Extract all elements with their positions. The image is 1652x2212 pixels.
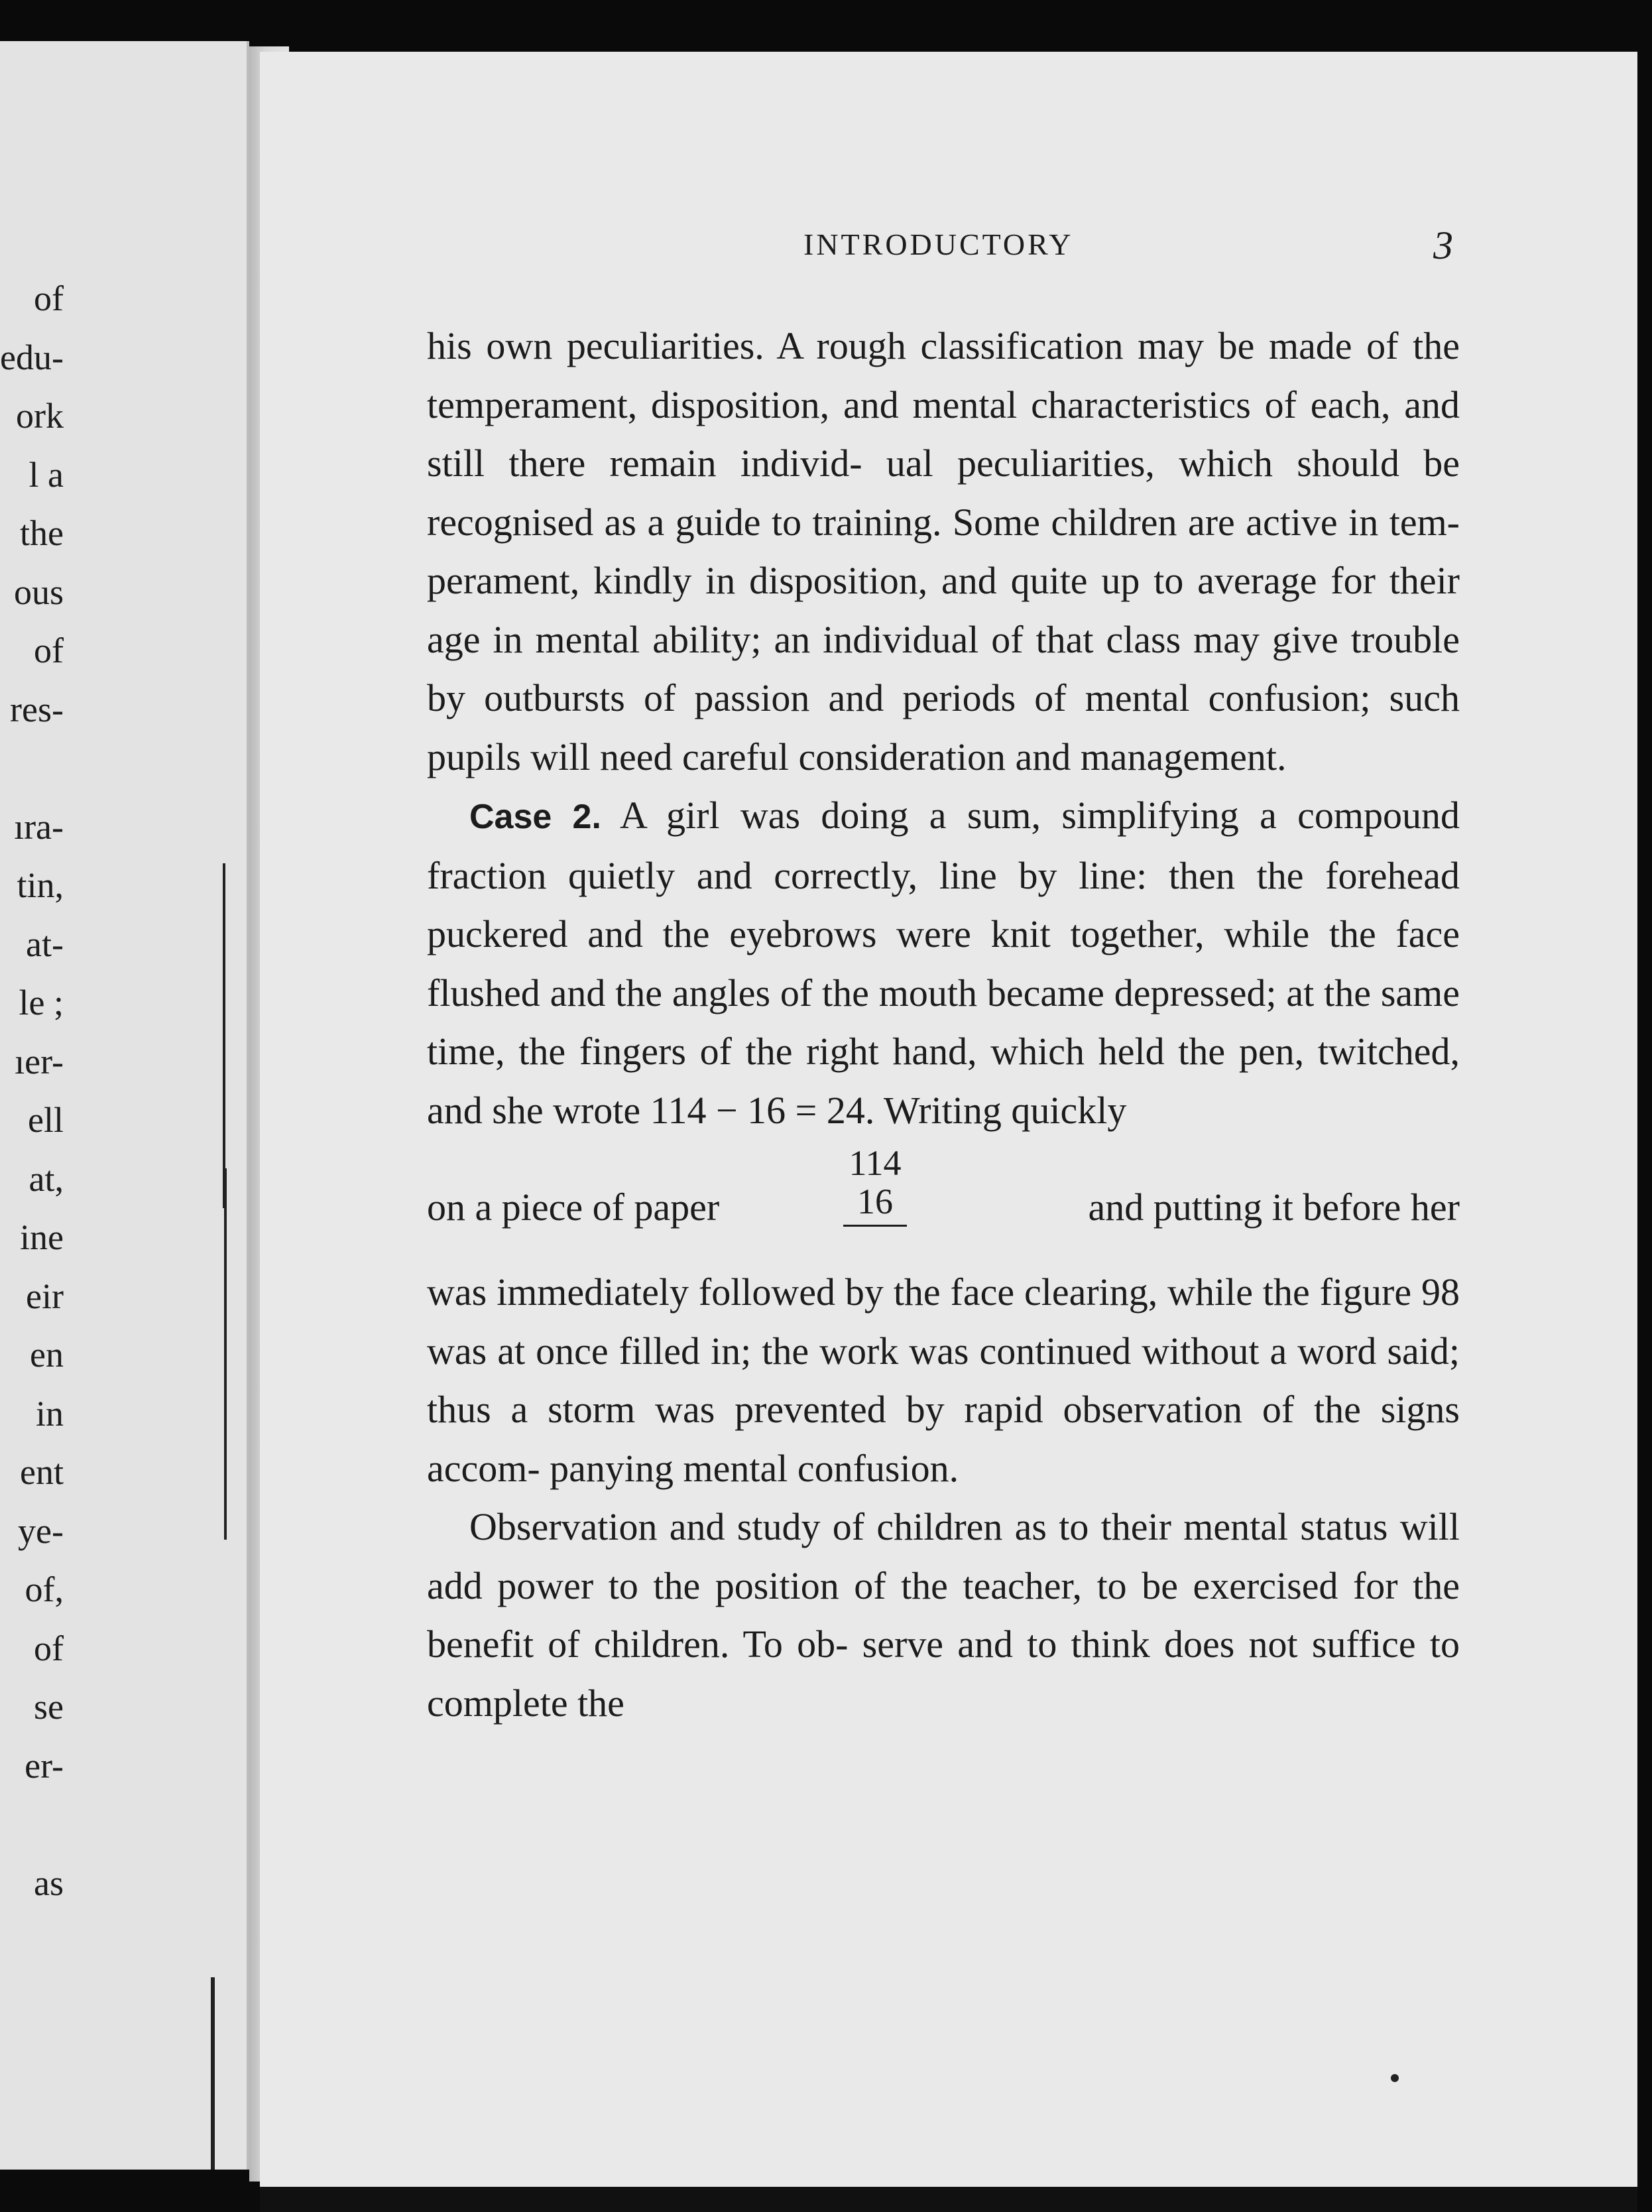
fraction-trail-text: and putting it before her bbox=[1088, 1186, 1460, 1229]
left-page-fragment: ent bbox=[20, 1452, 64, 1492]
page-number: 3 bbox=[1433, 223, 1453, 267]
ink-dot bbox=[1391, 2074, 1399, 2082]
left-page-fragment: tin, bbox=[17, 865, 64, 905]
left-page-fragment: eir bbox=[26, 1276, 64, 1316]
left-page-fragment: ell bbox=[28, 1100, 64, 1140]
left-page-fragment: at, bbox=[29, 1158, 64, 1199]
case-text: A girl was doing a sum, simplifying a compound fraction quietly and correctly, line by line: then the forehead puckered and the eyebrows were knit together, while the face flushed and the angles of the mouth became depressed; at the same time, the fingers of the right hand, which held the pen, twitched, and she wrote 114 − 16 = 24. Writing quickly bbox=[427, 794, 1460, 1132]
fraction-line bbox=[427, 1144, 1460, 1263]
left-page-fragment: ine bbox=[20, 1217, 64, 1257]
left-page-fragment: the bbox=[20, 513, 64, 553]
binding-shadow-line bbox=[223, 863, 225, 1208]
paragraph: his own peculiarities. A rough classification may be made of the temperament, disposition, and mental characteristics of each, and still there remain individ- ual peculiarities, which should be recognised as a guide to training. Some children are active in tem- perament, kindly in disposition, and quite up to average for their age in mental ability; an individual of that class may give trouble by outbursts of passion and periods of mental confusion; such pupils will need careful consideration and management. bbox=[427, 324, 1460, 778]
left-page-fragment: of bbox=[34, 1628, 64, 1668]
left-page-fragment: of bbox=[34, 278, 64, 318]
left-page-fragment: ye- bbox=[18, 1510, 64, 1551]
fraction-lead-text: on a piece of paper bbox=[427, 1186, 720, 1229]
left-page-fragment: ıra- bbox=[14, 806, 64, 847]
left-page-fragment: of, bbox=[25, 1569, 64, 1609]
left-page-fragment: of bbox=[34, 631, 64, 670]
page-right bbox=[260, 52, 1637, 2187]
paragraph: was immediately followed by the face clearing, while the figure 98 was at once filled in; the work was continued without a word said; thus a storm was prevented by rapid observation of the signs accom- panying mental confusion. bbox=[427, 1270, 1460, 1490]
left-page-fragment: se bbox=[34, 1687, 64, 1727]
page-header bbox=[260, 223, 1637, 273]
scan-right-border bbox=[1637, 0, 1652, 2212]
body-text bbox=[427, 317, 1460, 1733]
binding-shadow-line bbox=[224, 1168, 227, 1540]
left-page-fragment: edu- bbox=[0, 337, 64, 377]
scan-bottom-border bbox=[260, 2187, 1637, 2212]
paragraph-case-2 bbox=[427, 786, 1460, 1140]
left-page-fragment: l a bbox=[29, 454, 64, 495]
left-page-fragment: ork bbox=[16, 396, 64, 436]
left-page-fragment: as bbox=[34, 1863, 64, 1903]
running-head: INTRODUCTORY bbox=[803, 227, 1074, 261]
binding-shadow-line bbox=[211, 1977, 215, 2170]
fraction bbox=[843, 1144, 907, 1227]
facing-page-left bbox=[0, 41, 249, 2170]
fraction-denominator: 16 bbox=[843, 1182, 907, 1227]
fraction-numerator: 114 bbox=[849, 1143, 902, 1183]
left-page-fragment: ous bbox=[13, 572, 64, 612]
left-page-fragment: in bbox=[35, 1393, 64, 1434]
left-page-fragment: at- bbox=[26, 924, 64, 964]
left-page-fragment: res- bbox=[10, 689, 64, 729]
left-page-fragment: en bbox=[30, 1335, 64, 1375]
case-label: Case 2. bbox=[469, 798, 601, 836]
left-page-fragment: ıer- bbox=[15, 1041, 64, 1081]
paragraph: Observation and study of children as to their mental status will add power to the position of the teacher, to be exercised for the benefit of children. To ob- serve and to think does not suffice to complete the bbox=[427, 1505, 1460, 1725]
left-page-fragment: er- bbox=[25, 1745, 64, 1786]
left-page-fragment: le ; bbox=[19, 983, 64, 1022]
